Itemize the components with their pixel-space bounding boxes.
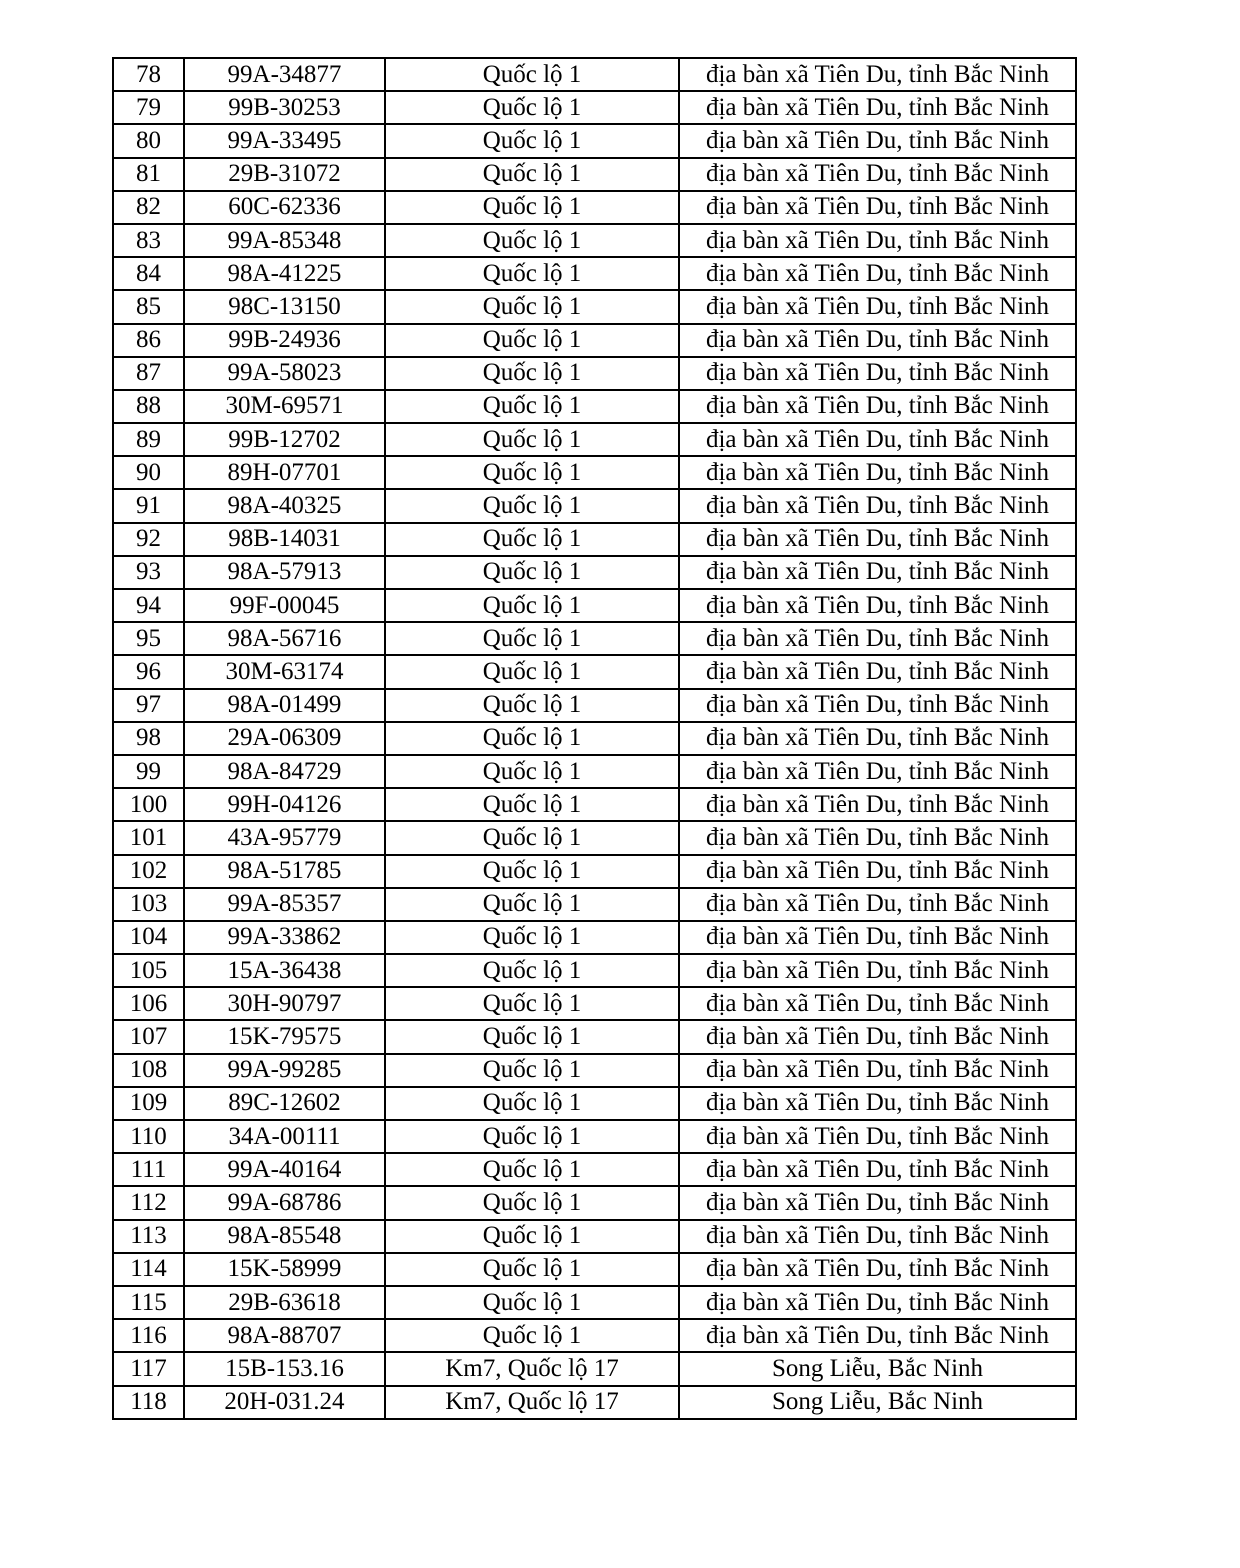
license-plate-cell: 99A-33862 <box>184 921 385 954</box>
location-cell: địa bàn xã Tiên Du, tỉnh Bắc Ninh <box>679 689 1076 722</box>
row-number-cell: 83 <box>113 224 184 257</box>
license-plate-cell: 15K-58999 <box>184 1253 385 1286</box>
table-row <box>113 556 1076 589</box>
location-cell: địa bàn xã Tiên Du, tỉnh Bắc Ninh <box>679 954 1076 987</box>
row-number-cell: 80 <box>113 124 184 157</box>
license-plate-cell: 98A-85548 <box>184 1220 385 1253</box>
road-cell: Quốc lộ 1 <box>385 987 679 1020</box>
license-plate-cell: 89C-12602 <box>184 1087 385 1120</box>
table-row <box>113 987 1076 1020</box>
location-cell: địa bàn xã Tiên Du, tỉnh Bắc Ninh <box>679 1186 1076 1219</box>
location-cell: địa bàn xã Tiên Du, tỉnh Bắc Ninh <box>679 158 1076 191</box>
license-plate-cell: 99A-34877 <box>184 58 385 91</box>
road-cell: Quốc lộ 1 <box>385 755 679 788</box>
row-number-cell: 97 <box>113 689 184 722</box>
road-cell: Quốc lộ 1 <box>385 390 679 423</box>
license-plate-cell: 30H-90797 <box>184 987 385 1020</box>
table-row <box>113 1087 1076 1120</box>
location-cell: địa bàn xã Tiên Du, tỉnh Bắc Ninh <box>679 622 1076 655</box>
table-row <box>113 888 1076 921</box>
license-plate-cell: 99B-24936 <box>184 324 385 357</box>
table-row <box>113 655 1076 688</box>
license-plate-cell: 98A-84729 <box>184 755 385 788</box>
road-cell: Quốc lộ 1 <box>385 489 679 522</box>
license-plate-cell: 15B-153.16 <box>184 1352 385 1385</box>
license-plate-cell: 99B-30253 <box>184 91 385 124</box>
license-plate-cell: 98A-51785 <box>184 855 385 888</box>
road-cell: Quốc lộ 1 <box>385 523 679 556</box>
license-plate-cell: 60C-62336 <box>184 191 385 224</box>
location-cell: địa bàn xã Tiên Du, tỉnh Bắc Ninh <box>679 456 1076 489</box>
table-row <box>113 91 1076 124</box>
license-plate-cell: 29A-06309 <box>184 722 385 755</box>
table-row <box>113 324 1076 357</box>
road-cell: Quốc lộ 1 <box>385 1087 679 1120</box>
table-row <box>113 821 1076 854</box>
row-number-cell: 84 <box>113 257 184 290</box>
location-cell: địa bàn xã Tiên Du, tỉnh Bắc Ninh <box>679 224 1076 257</box>
table-row <box>113 489 1076 522</box>
location-cell: địa bàn xã Tiên Du, tỉnh Bắc Ninh <box>679 1087 1076 1120</box>
row-number-cell: 96 <box>113 655 184 688</box>
row-number-cell: 116 <box>113 1319 184 1352</box>
license-plate-cell: 99F-00045 <box>184 589 385 622</box>
location-cell: địa bàn xã Tiên Du, tỉnh Bắc Ninh <box>679 58 1076 91</box>
road-cell: Km7, Quốc lộ 17 <box>385 1386 679 1419</box>
row-number-cell: 90 <box>113 456 184 489</box>
row-number-cell: 107 <box>113 1020 184 1053</box>
table-row <box>113 290 1076 323</box>
table-row <box>113 58 1076 91</box>
road-cell: Quốc lộ 1 <box>385 954 679 987</box>
road-cell: Quốc lộ 1 <box>385 821 679 854</box>
location-cell: địa bàn xã Tiên Du, tỉnh Bắc Ninh <box>679 1319 1076 1352</box>
table-row <box>113 1120 1076 1153</box>
row-number-cell: 105 <box>113 954 184 987</box>
location-cell: địa bàn xã Tiên Du, tỉnh Bắc Ninh <box>679 1253 1076 1286</box>
table-row <box>113 689 1076 722</box>
location-cell: địa bàn xã Tiên Du, tỉnh Bắc Ninh <box>679 1286 1076 1319</box>
row-number-cell: 93 <box>113 556 184 589</box>
row-number-cell: 81 <box>113 158 184 191</box>
table-row <box>113 954 1076 987</box>
location-cell: địa bàn xã Tiên Du, tỉnh Bắc Ninh <box>679 855 1076 888</box>
table-row <box>113 622 1076 655</box>
road-cell: Quốc lộ 1 <box>385 788 679 821</box>
license-plate-cell: 98B-14031 <box>184 523 385 556</box>
row-number-cell: 115 <box>113 1286 184 1319</box>
table-row <box>113 423 1076 456</box>
license-plate-cell: 98C-13150 <box>184 290 385 323</box>
location-cell: địa bàn xã Tiên Du, tỉnh Bắc Ninh <box>679 589 1076 622</box>
license-plate-cell: 15A-36438 <box>184 954 385 987</box>
table-row <box>113 257 1076 290</box>
table-row <box>113 589 1076 622</box>
road-cell: Quốc lộ 1 <box>385 158 679 191</box>
license-plate-cell: 98A-41225 <box>184 257 385 290</box>
table-row <box>113 1352 1076 1385</box>
table-row <box>113 855 1076 888</box>
license-plate-cell: 98A-56716 <box>184 622 385 655</box>
table-row <box>113 921 1076 954</box>
location-cell: địa bàn xã Tiên Du, tỉnh Bắc Ninh <box>679 124 1076 157</box>
road-cell: Quốc lộ 1 <box>385 1020 679 1053</box>
row-number-cell: 88 <box>113 390 184 423</box>
location-cell: địa bàn xã Tiên Du, tỉnh Bắc Ninh <box>679 191 1076 224</box>
location-cell: địa bàn xã Tiên Du, tỉnh Bắc Ninh <box>679 489 1076 522</box>
road-cell: Quốc lộ 1 <box>385 1253 679 1286</box>
table-row <box>113 788 1076 821</box>
road-cell: Quốc lộ 1 <box>385 324 679 357</box>
road-cell: Quốc lộ 1 <box>385 357 679 390</box>
road-cell: Quốc lộ 1 <box>385 1220 679 1253</box>
location-cell: địa bàn xã Tiên Du, tỉnh Bắc Ninh <box>679 556 1076 589</box>
table-row <box>113 1286 1076 1319</box>
road-cell: Quốc lộ 1 <box>385 655 679 688</box>
road-cell: Quốc lộ 1 <box>385 1186 679 1219</box>
license-plate-cell: 98A-40325 <box>184 489 385 522</box>
table-row <box>113 722 1076 755</box>
table-row <box>113 124 1076 157</box>
location-cell: địa bàn xã Tiên Du, tỉnh Bắc Ninh <box>679 523 1076 556</box>
location-cell: địa bàn xã Tiên Du, tỉnh Bắc Ninh <box>679 423 1076 456</box>
location-cell: địa bàn xã Tiên Du, tỉnh Bắc Ninh <box>679 357 1076 390</box>
table-row <box>113 1054 1076 1087</box>
location-cell: địa bàn xã Tiên Du, tỉnh Bắc Ninh <box>679 722 1076 755</box>
road-cell: Quốc lộ 1 <box>385 423 679 456</box>
license-plate-cell: 99A-99285 <box>184 1054 385 1087</box>
row-number-cell: 86 <box>113 324 184 357</box>
license-plate-cell: 29B-31072 <box>184 158 385 191</box>
location-cell: địa bàn xã Tiên Du, tỉnh Bắc Ninh <box>679 324 1076 357</box>
table-row <box>113 1020 1076 1053</box>
license-plate-cell: 99A-68786 <box>184 1186 385 1219</box>
road-cell: Quốc lộ 1 <box>385 888 679 921</box>
location-cell: địa bàn xã Tiên Du, tỉnh Bắc Ninh <box>679 888 1076 921</box>
table-row <box>113 523 1076 556</box>
license-plate-cell: 98A-88707 <box>184 1319 385 1352</box>
road-cell: Quốc lộ 1 <box>385 1120 679 1153</box>
row-number-cell: 95 <box>113 622 184 655</box>
row-number-cell: 112 <box>113 1186 184 1219</box>
license-plate-cell: 15K-79575 <box>184 1020 385 1053</box>
row-number-cell: 94 <box>113 589 184 622</box>
location-cell: địa bàn xã Tiên Du, tỉnh Bắc Ninh <box>679 1020 1076 1053</box>
table-row <box>113 456 1076 489</box>
road-cell: Quốc lộ 1 <box>385 589 679 622</box>
license-plate-cell: 89H-07701 <box>184 456 385 489</box>
row-number-cell: 104 <box>113 921 184 954</box>
location-cell: địa bàn xã Tiên Du, tỉnh Bắc Ninh <box>679 1220 1076 1253</box>
row-number-cell: 103 <box>113 888 184 921</box>
table-row <box>113 390 1076 423</box>
row-number-cell: 79 <box>113 91 184 124</box>
road-cell: Quốc lộ 1 <box>385 689 679 722</box>
road-cell: Quốc lộ 1 <box>385 1319 679 1352</box>
table-row <box>113 1220 1076 1253</box>
road-cell: Quốc lộ 1 <box>385 456 679 489</box>
row-number-cell: 100 <box>113 788 184 821</box>
road-cell: Quốc lộ 1 <box>385 91 679 124</box>
location-cell: địa bàn xã Tiên Du, tỉnh Bắc Ninh <box>679 257 1076 290</box>
location-cell: địa bàn xã Tiên Du, tỉnh Bắc Ninh <box>679 921 1076 954</box>
location-cell: địa bàn xã Tiên Du, tỉnh Bắc Ninh <box>679 1153 1076 1186</box>
row-number-cell: 89 <box>113 423 184 456</box>
location-cell: địa bàn xã Tiên Du, tỉnh Bắc Ninh <box>679 1120 1076 1153</box>
location-cell: địa bàn xã Tiên Du, tỉnh Bắc Ninh <box>679 91 1076 124</box>
row-number-cell: 111 <box>113 1153 184 1186</box>
license-plate-cell: 99A-40164 <box>184 1153 385 1186</box>
table-row <box>113 1386 1076 1419</box>
location-cell: địa bàn xã Tiên Du, tỉnh Bắc Ninh <box>679 788 1076 821</box>
row-number-cell: 114 <box>113 1253 184 1286</box>
license-plate-cell: 34A-00111 <box>184 1120 385 1153</box>
table-row <box>113 1253 1076 1286</box>
license-plate-cell: 99B-12702 <box>184 423 385 456</box>
road-cell: Quốc lộ 1 <box>385 58 679 91</box>
table-row <box>113 1319 1076 1352</box>
row-number-cell: 82 <box>113 191 184 224</box>
location-cell: địa bàn xã Tiên Du, tỉnh Bắc Ninh <box>679 290 1076 323</box>
row-number-cell: 118 <box>113 1386 184 1419</box>
road-cell: Quốc lộ 1 <box>385 855 679 888</box>
location-cell: địa bàn xã Tiên Du, tỉnh Bắc Ninh <box>679 755 1076 788</box>
license-plate-cell: 99H-04126 <box>184 788 385 821</box>
location-cell: địa bàn xã Tiên Du, tỉnh Bắc Ninh <box>679 1054 1076 1087</box>
row-number-cell: 101 <box>113 821 184 854</box>
table-row <box>113 1186 1076 1219</box>
location-cell: địa bàn xã Tiên Du, tỉnh Bắc Ninh <box>679 821 1076 854</box>
table-row <box>113 755 1076 788</box>
road-cell: Quốc lộ 1 <box>385 191 679 224</box>
license-plate-cell: 99A-58023 <box>184 357 385 390</box>
road-cell: Quốc lộ 1 <box>385 722 679 755</box>
row-number-cell: 91 <box>113 489 184 522</box>
road-cell: Quốc lộ 1 <box>385 224 679 257</box>
row-number-cell: 108 <box>113 1054 184 1087</box>
license-plate-cell: 20H-031.24 <box>184 1386 385 1419</box>
table-row <box>113 224 1076 257</box>
row-number-cell: 92 <box>113 523 184 556</box>
table-row <box>113 357 1076 390</box>
location-cell: địa bàn xã Tiên Du, tỉnh Bắc Ninh <box>679 655 1076 688</box>
license-plate-cell: 98A-57913 <box>184 556 385 589</box>
row-number-cell: 106 <box>113 987 184 1020</box>
road-cell: Quốc lộ 1 <box>385 1286 679 1319</box>
row-number-cell: 117 <box>113 1352 184 1385</box>
road-cell: Quốc lộ 1 <box>385 1153 679 1186</box>
license-plate-cell: 98A-01499 <box>184 689 385 722</box>
license-plate-cell: 29B-63618 <box>184 1286 385 1319</box>
road-cell: Quốc lộ 1 <box>385 921 679 954</box>
table-row <box>113 191 1076 224</box>
table-body <box>113 58 1076 1419</box>
road-cell: Quốc lộ 1 <box>385 1054 679 1087</box>
license-plate-cell: 99A-85348 <box>184 224 385 257</box>
location-cell: địa bàn xã Tiên Du, tỉnh Bắc Ninh <box>679 390 1076 423</box>
license-plate-cell: 99A-33495 <box>184 124 385 157</box>
row-number-cell: 78 <box>113 58 184 91</box>
table-row <box>113 158 1076 191</box>
row-number-cell: 85 <box>113 290 184 323</box>
road-cell: Quốc lộ 1 <box>385 622 679 655</box>
road-cell: Quốc lộ 1 <box>385 124 679 157</box>
row-number-cell: 113 <box>113 1220 184 1253</box>
violations-table <box>112 57 1077 1420</box>
road-cell: Quốc lộ 1 <box>385 257 679 290</box>
location-cell: Song Liễu, Bắc Ninh <box>679 1386 1076 1419</box>
row-number-cell: 99 <box>113 755 184 788</box>
table-row <box>113 1153 1076 1186</box>
row-number-cell: 109 <box>113 1087 184 1120</box>
license-plate-cell: 30M-63174 <box>184 655 385 688</box>
row-number-cell: 102 <box>113 855 184 888</box>
row-number-cell: 110 <box>113 1120 184 1153</box>
location-cell: Song Liễu, Bắc Ninh <box>679 1352 1076 1385</box>
license-plate-cell: 30M-69571 <box>184 390 385 423</box>
road-cell: Quốc lộ 1 <box>385 556 679 589</box>
license-plate-cell: 99A-85357 <box>184 888 385 921</box>
row-number-cell: 87 <box>113 357 184 390</box>
road-cell: Quốc lộ 1 <box>385 290 679 323</box>
license-plate-cell: 43A-95779 <box>184 821 385 854</box>
location-cell: địa bàn xã Tiên Du, tỉnh Bắc Ninh <box>679 987 1076 1020</box>
road-cell: Km7, Quốc lộ 17 <box>385 1352 679 1385</box>
row-number-cell: 98 <box>113 722 184 755</box>
